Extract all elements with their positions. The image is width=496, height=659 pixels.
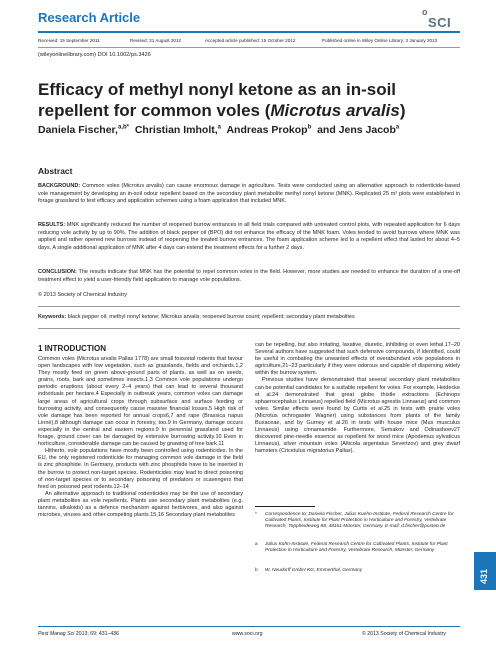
keywords-top-rule [38, 306, 460, 307]
footer-rule [38, 626, 460, 627]
abstract-conclusion-text: The results indicate that MNK has the potential to repel common voles in the field. However, more studies are needed to enhance the duration of a one-off treatment effect to yield a user-friendly field application to manage vole populations. [38, 269, 460, 283]
keywords-bottom-rule [38, 328, 460, 329]
footer-citation [38, 631, 119, 637]
affiliation-a-footnote [255, 542, 460, 554]
introduction-heading: 1 INTRODUCTION [38, 344, 106, 353]
author-name: Daniela Fischer, [38, 124, 118, 136]
footnote-text: W. Neudorff GmbH KG, Emmerthal, Germany [265, 568, 363, 573]
footnote-text: Julius Kühn-Institute, Federal Research Centre for Cultivated Plants, Institute for Plant Protection in Horticulture and Forestry, Vertebrate Research, Münster, Germany [265, 542, 448, 554]
author-affiliation: a [395, 124, 400, 131]
sci-logo [422, 7, 462, 33]
footnote-marker: a [255, 542, 258, 547]
keywords-text: black pepper oil; methyl nonyl ketone; Microtus arvalis; reopened burrow count; repellent; secondary plant metabolites [67, 314, 355, 320]
footnote-marker: b [255, 568, 258, 573]
article-type-label: Research Article [38, 10, 141, 25]
logo-text: SCI [428, 15, 452, 30]
author-list [38, 124, 399, 136]
received-date: Received: 15 September 2011 [38, 38, 100, 43]
abstract-conclusion-label: CONCLUSION: [38, 269, 77, 275]
title-text-start: Efficacy of methyl nonyl ketone as an in-soil repellent for common voles ( [38, 80, 397, 120]
footer-volume: 2013; 69: 431–436 [75, 631, 120, 637]
abstract-copyright: © 2013 Society of Chemical Industry [38, 292, 128, 298]
footnote-text: Correspondence to: Daniela Fischer, Julius Kuehn-Institute, Federal Research Centre for Cultivated Plants, Institute for Plant Protection in Horticulture and Forestry, Vertebrate Research, Toppheideweg 88, 48161 Münster, Germany. E-mail: d.fischer@posteo.de [265, 512, 454, 530]
footer-journal: Pest Manag Sci [38, 631, 75, 637]
abstract-conclusion [38, 269, 460, 284]
keywords-label: Keywords: [38, 314, 67, 320]
keywords [38, 314, 460, 320]
logo-mark: o [422, 7, 428, 17]
abstract-heading: Abstract [38, 166, 73, 176]
body-paragraph: Common voles (Microtus arvalis Pallas 1778) are small fossorial rodents that favour open landscapes with low vegetation, such as grasslands, fields and orchards.1,2 They mostly feed on green above-ground parts of plants, as well as on seeds, grains, roots, bark and sometimes insects.1,3 Common vole populations undergo periodic eruptions (about every 2–4 years) that can lead to several thousand individuals per hectare.4 Especially in outbreak years, common voles can damage large areas of agricultural crops through subsurface and surface feeding or burrowing activity, and consequently cause massive financial losses.5 High risk of vole damage has been reported for annual crops6,7 and rape (Brassica napus Linné),8 although damage can occur in forestry, too.9 In Germany, damage occurs especially in the central and eastern regions.9 In perennial grassland used for forage, ground cover can be damaged by extensive burrowing activity.10 Even in horticulture, considerable damage can be caused by gnawing of tree bark.11 [38, 356, 243, 448]
author-affiliation: a,b* [117, 124, 129, 131]
title-text-end: ) [399, 101, 406, 120]
meta-divider [38, 47, 460, 48]
footer-url[interactable]: www.soci.org [232, 631, 263, 637]
title-species: Microtus arvalis [270, 101, 400, 120]
abstract-results [38, 222, 460, 253]
author-name: Andreas Prokop [226, 124, 308, 136]
published-date: Published online in Wiley Online Library: 3 January 2013 [322, 38, 438, 43]
abstract-background [38, 183, 460, 206]
footnote-marker: * [255, 512, 257, 517]
accepted-date: Accepted article published: 15 October 2012 [205, 38, 296, 43]
correspondence-footnote [255, 512, 460, 531]
footnote-rule [255, 506, 315, 507]
affiliation-b-footnote [255, 568, 460, 574]
header-rule [38, 31, 460, 33]
right-column [255, 342, 460, 456]
revised-date: Revised: 31 August 2012 [130, 38, 182, 43]
author-name: and Jens Jacob [317, 124, 396, 136]
abstract-results-label: RESULTS: [38, 222, 66, 228]
abstract-results-text: MNK significantly reduced the number of reopened burrow entrances in all field trials compared with untreated control plots, with repeated application for 6 days reducing vole activity by up to 90%. The addition of black pepper oil (BPO) did not enhance the efficacy of the MNK foam. Voles tended to avoid burrows where MNK was applied and rather opened new burrows instead of reopening the treated burrow entrances. The foam application scheme led to a repellent effect that lasted for about 4–5 days. A single additional application of MNK after 4 days can extend the treatment effects for a further 2 days. [38, 222, 461, 252]
abstract-background-text: Common voles (Microtus arvalis) can cause enormous damage in agriculture. Tests were conducted using an alternative approach to rodenticide-based vole management by developing an in-soil odour repellent based on the secondary plant metabolite methyl nonyl ketone (MNK). Replicated 25 m² plots were established in forage grassland to test efficacy and application schemes using a foam application that included MNK. [38, 183, 460, 205]
article-title [38, 79, 468, 121]
footer-copyright: © 2013 Society of Chemical Industry [362, 631, 446, 637]
body-paragraph: Previous studies have demonstrated that several secondary plant metabolites can be potential candidates for a suitable repellent for voles. For example, Heidecke et al.24 demonstrated that great globe thistle extractions (Echinops sphaerocephalus Linnaeus) repelled field (Microtus agrestis Linnaeus) and common voles. Similar effects were found by Curtis et al.25 in tests with prairie voles (Microtus ochrogaster Wagner) using substances from plants of the family Buxaceae, and by Gurney et al.26 in tests with house mice (Mus musculus Linnaeus) using cinnamamide. Furthermore, Semakov and Odinashoev27 discovered pine-needle essence as repellent for wood mice (Apodemus sylvaticus Linnaeus), silver mountain voles (Alticola argentatus Severtzov) and grey dwarf hamsters (Cricetulus migratorius Pallas). [255, 377, 460, 455]
left-column [38, 356, 243, 519]
author-affiliation: b [307, 124, 312, 131]
body-paragraph: An alternative approach to traditional rodenticides may be the use of secondary plant metabolites as vole repellents. Plants use secondary plant metabolites (e.g. tannins, alkaloids) as a defence mechanism against herbivores, and also against microbes, viruses and other competing plants.15,16 Secondary plant metabolites [38, 490, 243, 519]
page-number: 431 [479, 568, 489, 584]
body-paragraph: can be repelling, but also irritating, laxative, diuretic, inhibiting or even lethal.17–20 Several authors have suggested that such defensive compounds, if identified, could be useful in combating the unwanted effects of overabundant vole populations in agriculture,21–23 particularly if they were odorous and capable of dispersing widely within the burrow system. [255, 342, 460, 377]
body-paragraph: Hitherto, vole populations have mostly been controlled using rodenticides. In the EU, the only registered rodenticide for managing common vole damage in the field is zinc phosphide. In Germany, products with zinc phosphide have to be inserted in the burrow to protect non-target species. Rodenticides may lead to direct poisoning of non-target species or to secondary poisoning of predators or scavengers that feed on poisoned pest rodents.12–14 [38, 448, 243, 490]
author-name: Christian Imholt, [134, 124, 218, 136]
abstract-background-label: BACKGROUND: [38, 183, 81, 189]
author-affiliation: a [217, 124, 222, 131]
doi-link[interactable]: (wileyonlinelibrary.com) DOI 10.1002/ps.3426 [38, 52, 151, 58]
